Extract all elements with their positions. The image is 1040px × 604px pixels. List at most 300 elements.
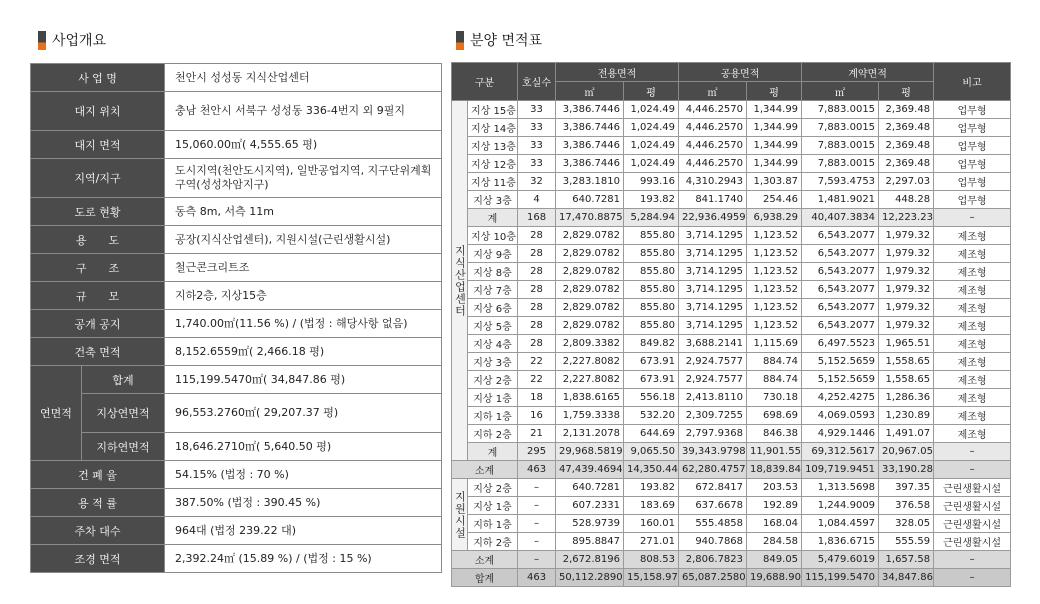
area-cell: 2,297.03 [879, 173, 934, 191]
area-cell: 39,343.9798 [679, 443, 747, 461]
area-cell: 2,924.7577 [679, 371, 747, 389]
area-cell: – [518, 497, 556, 515]
overview-row [31, 226, 442, 254]
area-cell: 28 [518, 299, 556, 317]
area-cell: 109,719.9451 [802, 461, 879, 479]
area-cell: 6,543.2077 [802, 227, 879, 245]
area-cell: 1,230.89 [879, 407, 934, 425]
area-cell: 6,543.2077 [802, 317, 879, 335]
area-cell: 제조형 [934, 353, 1011, 371]
area-cell: 1,024.49 [624, 101, 679, 119]
area-cell: 115,199.5470 [802, 569, 879, 587]
area-cell: 62,280.4757 [679, 461, 747, 479]
area-cell: 5,152.5659 [802, 353, 879, 371]
header-m2: ㎡ [679, 82, 747, 101]
area-cell: 업무형 [934, 119, 1011, 137]
area-row [452, 335, 1011, 353]
area-cell: 47,439.4694 [556, 461, 624, 479]
area-cell: – [518, 551, 556, 569]
area-cell: 4,069.0593 [802, 407, 879, 425]
area-cell: 6,543.2077 [802, 245, 879, 263]
area-cell: 4,252.4275 [802, 389, 879, 407]
area-cell: 168 [518, 209, 556, 227]
area-cell: 4 [518, 191, 556, 209]
floor-cell: 지하 2층 [468, 425, 518, 443]
area-cell: 20,967.05 [879, 443, 934, 461]
area-cell: – [518, 479, 556, 497]
area-cell: 6,543.2077 [802, 263, 879, 281]
area-row [452, 389, 1011, 407]
area-cell: 3,714.1295 [679, 245, 747, 263]
overview-label: 용 도 [31, 226, 165, 254]
overview-label: 구 조 [31, 254, 165, 282]
area-cell: 3,688.2141 [679, 335, 747, 353]
overview-value: 지하2층, 지상15층 [165, 282, 442, 310]
overview-value: 1,740.00㎡(11.56 %) / (법정 : 해당사항 없음) [165, 310, 442, 338]
area-cell: 730.18 [747, 389, 802, 407]
overview-label: 건축 면적 [31, 338, 165, 366]
area-cell: 65,087.2580 [679, 569, 747, 587]
area-cell: 2,829.0782 [556, 281, 624, 299]
overview-value: 철근콘크리트조 [165, 254, 442, 282]
area-cell: 업무형 [934, 191, 1011, 209]
area-cell: 644.69 [624, 425, 679, 443]
floor-cell: 지상 3층 [468, 191, 518, 209]
overview-value: 8,152.6559㎡( 2,466.18 평) [165, 338, 442, 366]
area-row [452, 191, 1011, 209]
area-cell: 1,838.6165 [556, 389, 624, 407]
area-cell: 1,123.52 [747, 227, 802, 245]
area-cell: 3,386.7446 [556, 155, 624, 173]
area-row [452, 533, 1011, 551]
group-label: 지식산업센터 [452, 101, 468, 461]
area-cell: 555.4858 [679, 515, 747, 533]
floor-cell: 지하 1층 [468, 515, 518, 533]
area-row [452, 515, 1011, 533]
area-cell: 3,386.7446 [556, 101, 624, 119]
area-cell: 3,714.1295 [679, 227, 747, 245]
area-cell: 855.80 [624, 299, 679, 317]
area-cell: 2,227.8082 [556, 371, 624, 389]
area-cell: 376.58 [879, 497, 934, 515]
area-row [452, 101, 1011, 119]
area-cell: 17,470.8875 [556, 209, 624, 227]
area-cell: 940.7868 [679, 533, 747, 551]
overview-label: 조경 면적 [31, 545, 165, 573]
overview-table [30, 63, 442, 573]
area-cell: 2,809.3382 [556, 335, 624, 353]
area-cell: 18 [518, 389, 556, 407]
area-cell: 3,714.1295 [679, 317, 747, 335]
overview-row [31, 433, 442, 461]
area-row [452, 281, 1011, 299]
area-row [452, 245, 1011, 263]
floor-cell: 지상 10층 [468, 227, 518, 245]
area-cell: 19,688.90 [747, 569, 802, 587]
overview-value: 115,199.5470㎡( 34,847.86 평) [165, 366, 442, 394]
area-cell: 4,446.2570 [679, 119, 747, 137]
area-cell: 근린생활시설 [934, 533, 1011, 551]
overview-row [31, 338, 442, 366]
area-cell: 3,283.1810 [556, 173, 624, 191]
floor-cell: 지상 3층 [468, 353, 518, 371]
area-cell: – [518, 515, 556, 533]
area-cell: 183.69 [624, 497, 679, 515]
area-cell: 7,883.0015 [802, 155, 879, 173]
area-cell: 1,123.52 [747, 245, 802, 263]
area-cell: 33 [518, 137, 556, 155]
area-cell: 3,386.7446 [556, 137, 624, 155]
area-cell: 69,312.5617 [802, 443, 879, 461]
area-row [452, 119, 1011, 137]
area-cell: 160.01 [624, 515, 679, 533]
subtotal-row [452, 461, 1011, 479]
area-cell: 28 [518, 245, 556, 263]
area-cell: 698.69 [747, 407, 802, 425]
area-cell: 1,979.32 [879, 245, 934, 263]
area-cell: 업무형 [934, 173, 1011, 191]
area-cell: 50,112.2890 [556, 569, 624, 587]
overview-row [31, 489, 442, 517]
area-cell: 1,115.69 [747, 335, 802, 353]
overview-label: 건 폐 율 [31, 461, 165, 489]
area-cell: 1,979.32 [879, 299, 934, 317]
area-cell: 업무형 [934, 101, 1011, 119]
overview-value: 387.50% (법정 : 390.45 %) [165, 489, 442, 517]
area-cell: 제조형 [934, 317, 1011, 335]
area-cell: 2,309.7255 [679, 407, 747, 425]
area-cell: 1,024.49 [624, 155, 679, 173]
area-row [452, 425, 1011, 443]
area-cell: 3,714.1295 [679, 281, 747, 299]
area-cell: 3,714.1295 [679, 299, 747, 317]
overview-row [31, 517, 442, 545]
area-cell: 28 [518, 335, 556, 353]
overview-label: 용 적 률 [31, 489, 165, 517]
area-cell: 1,024.49 [624, 119, 679, 137]
floor-cell: 소계 [452, 461, 518, 479]
floor-cell: 계 [468, 443, 518, 461]
area-cell: 1,491.07 [879, 425, 934, 443]
area-cell: 849.82 [624, 335, 679, 353]
area-cell: 2,797.9368 [679, 425, 747, 443]
area-cell: 672.8417 [679, 479, 747, 497]
floor-cell: 지상 9층 [468, 245, 518, 263]
area-cell: 16 [518, 407, 556, 425]
area-cell: 2,829.0782 [556, 227, 624, 245]
overview-value: 54.15% (법정 : 70 %) [165, 461, 442, 489]
floor-cell: 지상 7층 [468, 281, 518, 299]
area-cell: 15,158.97 [624, 569, 679, 587]
area-cell: 33 [518, 119, 556, 137]
area-row [452, 263, 1011, 281]
area-cell: 2,369.48 [879, 155, 934, 173]
overview-value: 동측 8m, 서측 11m [165, 198, 442, 226]
area-cell: 640.7281 [556, 479, 624, 497]
area-cell: 1,979.32 [879, 227, 934, 245]
overview-row [31, 545, 442, 573]
floor-cell: 지상 2층 [468, 479, 518, 497]
area-cell: 28 [518, 281, 556, 299]
area-cell: 2,829.0782 [556, 317, 624, 335]
area-cell: 849.05 [747, 551, 802, 569]
area-cell: 7,883.0015 [802, 137, 879, 155]
area-cell: 448.28 [879, 191, 934, 209]
floor-cell: 지하 1층 [468, 407, 518, 425]
overview-label: 지하연면적 [82, 433, 165, 461]
area-cell: 5,479.6019 [802, 551, 879, 569]
overview-row [31, 64, 442, 92]
overview-row [31, 92, 442, 131]
area-cell: 1,123.52 [747, 299, 802, 317]
header-gubun: 구분 [452, 63, 518, 101]
area-row [452, 137, 1011, 155]
area-row [452, 479, 1011, 497]
area-cell: 673.91 [624, 371, 679, 389]
area-cell: 846.38 [747, 425, 802, 443]
area-cell: 640.7281 [556, 191, 624, 209]
area-row [452, 353, 1011, 371]
area-cell: 6,938.29 [747, 209, 802, 227]
overview-row [31, 159, 442, 198]
area-cell: 1,244.9009 [802, 497, 879, 515]
area-cell: 6,543.2077 [802, 299, 879, 317]
area-cell: 855.80 [624, 245, 679, 263]
area-cell: 업무형 [934, 155, 1011, 173]
area-cell: 12,223.23 [879, 209, 934, 227]
overview-label: 지상연면적 [82, 394, 165, 433]
area-cell: 업무형 [934, 137, 1011, 155]
area-cell: 808.53 [624, 551, 679, 569]
area-row [452, 317, 1011, 335]
header-pyeong: 평 [879, 82, 934, 101]
area-cell: 1,286.36 [879, 389, 934, 407]
overview-label: 합계 [82, 366, 165, 394]
header-note: 비고 [934, 63, 1011, 101]
area-cell: 1,344.99 [747, 101, 802, 119]
subtotal-row [452, 209, 1011, 227]
area-cell: – [934, 209, 1011, 227]
area-cell: 2,806.7823 [679, 551, 747, 569]
area-cell: 제조형 [934, 425, 1011, 443]
area-cell: 2,131.2078 [556, 425, 624, 443]
overview-row [31, 461, 442, 489]
floor-cell: 지상 13층 [468, 137, 518, 155]
area-cell: 295 [518, 443, 556, 461]
area-cell: 7,883.0015 [802, 101, 879, 119]
floor-cell: 지상 8층 [468, 263, 518, 281]
area-cell: 1,558.65 [879, 371, 934, 389]
header-exclusive: 전용면적 [556, 63, 679, 82]
floor-cell: 소계 [452, 551, 518, 569]
area-cell: 2,369.48 [879, 101, 934, 119]
area-cell: 203.53 [747, 479, 802, 497]
area-cell: 제조형 [934, 299, 1011, 317]
group-label: 지원시설 [452, 479, 468, 551]
overview-value: 15,060.00㎡( 4,555.65 평) [165, 131, 442, 159]
overview-value: 96,553.2760㎡( 29,207.37 평) [165, 394, 442, 433]
area-cell: 6,497.5523 [802, 335, 879, 353]
area-cell: 28 [518, 317, 556, 335]
area-cell: – [934, 551, 1011, 569]
area-cell: 2,829.0782 [556, 299, 624, 317]
overview-row [31, 394, 442, 433]
area-cell: – [934, 569, 1011, 587]
floor-cell: 지상 6층 [468, 299, 518, 317]
area-table [451, 62, 1011, 587]
area-cell: 1,481.9021 [802, 191, 879, 209]
overview-row [31, 198, 442, 226]
area-cell: 2,829.0782 [556, 245, 624, 263]
area-cell: 2,829.0782 [556, 263, 624, 281]
area-row [452, 371, 1011, 389]
header-m2: ㎡ [556, 82, 624, 101]
area-cell: 3,714.1295 [679, 263, 747, 281]
overview-label: 공개 공지 [31, 310, 165, 338]
area-cell: 5,152.5659 [802, 371, 879, 389]
floor-cell: 지상 2층 [468, 371, 518, 389]
area-cell: 1,123.52 [747, 263, 802, 281]
area-cell: 32 [518, 173, 556, 191]
area-cell: 1,084.4597 [802, 515, 879, 533]
floor-cell: 지상 4층 [468, 335, 518, 353]
header-pyeong: 평 [624, 82, 679, 101]
area-cell: 1,303.87 [747, 173, 802, 191]
area-row [452, 173, 1011, 191]
area-cell: 2,227.8082 [556, 353, 624, 371]
header-contract: 계약면적 [802, 63, 934, 82]
area-cell: 397.35 [879, 479, 934, 497]
area-cell: 28 [518, 263, 556, 281]
overview-value: 도시지역(천안도시지역), 일반공업지역, 지구단위계획구역(성성차암지구) [165, 159, 442, 198]
area-cell: 1,979.32 [879, 281, 934, 299]
area-cell: 1,979.32 [879, 317, 934, 335]
subtotal-row [452, 443, 1011, 461]
floor-cell: 지상 5층 [468, 317, 518, 335]
area-cell: 4,446.2570 [679, 155, 747, 173]
overview-row [31, 310, 442, 338]
area-cell: – [934, 461, 1011, 479]
area-cell: 193.82 [624, 191, 679, 209]
area-cell: 22 [518, 353, 556, 371]
floor-cell: 지상 12층 [468, 155, 518, 173]
area-cell: 29,968.5819 [556, 443, 624, 461]
overview-value: 충남 천안시 서북구 성성동 336-4번지 외 9필지 [165, 92, 442, 131]
area-cell: 7,883.0015 [802, 119, 879, 137]
area-cell: 855.80 [624, 263, 679, 281]
area-cell: 463 [518, 569, 556, 587]
area-cell: 993.16 [624, 173, 679, 191]
area-cell: 제조형 [934, 281, 1011, 299]
area-cell: 4,929.1446 [802, 425, 879, 443]
area-cell: 673.91 [624, 353, 679, 371]
area-cell: 34,847.86 [879, 569, 934, 587]
floor-cell: 지상 1층 [468, 389, 518, 407]
gfa-label: 연면적 [31, 366, 82, 461]
header-common: 공용면적 [679, 63, 802, 82]
area-cell: 193.82 [624, 479, 679, 497]
area-cell: 1,344.99 [747, 119, 802, 137]
area-cell: 328.05 [879, 515, 934, 533]
area-row [452, 497, 1011, 515]
area-cell: 제조형 [934, 263, 1011, 281]
area-cell: 22,936.4959 [679, 209, 747, 227]
area-cell: 28 [518, 227, 556, 245]
area-cell: 제조형 [934, 407, 1011, 425]
area-cell: 192.89 [747, 497, 802, 515]
header-m2: ㎡ [802, 82, 879, 101]
overview-row [31, 366, 442, 394]
area-cell: 556.18 [624, 389, 679, 407]
area-cell: 1,836.6715 [802, 533, 879, 551]
area-cell: 1,123.52 [747, 317, 802, 335]
floor-cell: 지상 11층 [468, 173, 518, 191]
area-cell: 254.46 [747, 191, 802, 209]
area-cell: 884.74 [747, 371, 802, 389]
area-row [452, 299, 1011, 317]
area-cell: 637.6678 [679, 497, 747, 515]
area-cell: 528.9739 [556, 515, 624, 533]
overview-row [31, 282, 442, 310]
title-marker-icon [38, 31, 46, 50]
overview-label: 지역/지구 [31, 159, 165, 198]
area-cell: 3,386.7446 [556, 119, 624, 137]
overview-value: 공장(지식산업센터), 지원시설(근린생활시설) [165, 226, 442, 254]
area-cell: 271.01 [624, 533, 679, 551]
area-cell: 근린생활시설 [934, 515, 1011, 533]
area-cell: – [934, 443, 1011, 461]
area-cell: 근린생활시설 [934, 497, 1011, 515]
area-cell: 855.80 [624, 227, 679, 245]
overview-label: 대지 위치 [31, 92, 165, 131]
area-cell: 40,407.3834 [802, 209, 879, 227]
area-cell: 555.59 [879, 533, 934, 551]
floor-cell: 지상 14층 [468, 119, 518, 137]
overview-row [31, 131, 442, 159]
overview-value: 2,392.24㎡ (15.89 %) / (법정 : 15 %) [165, 545, 442, 573]
floor-cell: 계 [468, 209, 518, 227]
area-cell: 2,369.48 [879, 119, 934, 137]
area-cell: 22 [518, 371, 556, 389]
area-cell: 33 [518, 155, 556, 173]
area-cell: 근린생활시설 [934, 479, 1011, 497]
total-row [452, 569, 1011, 587]
floor-cell: 지상 1층 [468, 497, 518, 515]
area-cell: 463 [518, 461, 556, 479]
area-cell: 4,310.2943 [679, 173, 747, 191]
area-cell: 284.58 [747, 533, 802, 551]
area-cell: 1,123.52 [747, 281, 802, 299]
area-cell: 1,657.58 [879, 551, 934, 569]
area-cell: 2,413.8110 [679, 389, 747, 407]
title-marker-icon [456, 31, 464, 50]
area-cell: 841.1740 [679, 191, 747, 209]
area-cell: 855.80 [624, 281, 679, 299]
area-cell: 제조형 [934, 335, 1011, 353]
floor-cell: 합계 [452, 569, 518, 587]
overview-label: 주차 대수 [31, 517, 165, 545]
area-cell: 884.74 [747, 353, 802, 371]
header-rooms: 호실수 [518, 63, 556, 101]
area-row [452, 407, 1011, 425]
area-cell: 7,593.4753 [802, 173, 879, 191]
area-cell: 2,924.7577 [679, 353, 747, 371]
area-cell: 168.04 [747, 515, 802, 533]
area-cell: 1,558.65 [879, 353, 934, 371]
header-pyeong: 평 [747, 82, 802, 101]
area-cell: 2,672.8196 [556, 551, 624, 569]
area-cell: 1,965.51 [879, 335, 934, 353]
